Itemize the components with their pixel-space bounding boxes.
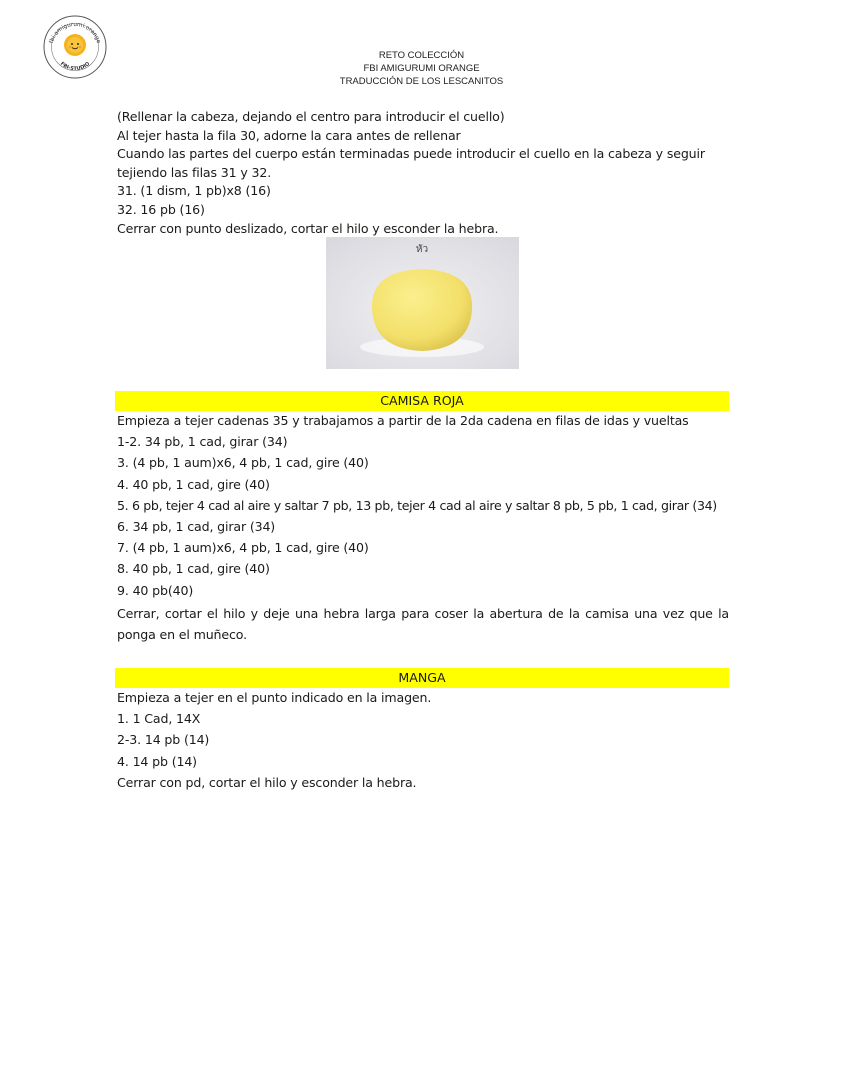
instruction-line: 4. 14 pb (14) bbox=[117, 753, 197, 769]
instruction-line: 4. 40 pb, 1 cad, gire (40) bbox=[117, 476, 270, 492]
manga-instructions bbox=[117, 689, 729, 792]
header-line-3: TRADUCCIÓN DE LOS LESCANITOS bbox=[339, 76, 504, 87]
closing-paragraph: Cerrar, cortar el hilo y deje una hebra larga para coser la abertura de la camisa una vez que la ponga en el muñeco. bbox=[117, 605, 729, 642]
instruction-line: Cerrar con punto deslizado, cortar el hilo y esconder la hebra. bbox=[117, 220, 499, 236]
header-line-1: RETO COLECCIÓN bbox=[378, 50, 465, 61]
instruction-line: 32. 16 pb (16) bbox=[117, 201, 205, 217]
instruction-line: 1-2. 34 pb, 1 cad, girar (34) bbox=[117, 434, 288, 450]
document-header bbox=[0, 49, 843, 88]
instruction-line: Cuando las partes del cuerpo están terminadas puede introducir el cuello en la cabeza y seguir bbox=[117, 146, 705, 162]
instruction-line: Al tejer hasta la fila 30, adorne la cara antes de rellenar bbox=[117, 127, 461, 143]
instruction-line: 2-3. 14 pb (14) bbox=[117, 732, 210, 748]
instruction-line: Cerrar con pd, cortar el hilo y esconder la hebra. bbox=[117, 774, 417, 790]
instruction-line: 6. 34 pb, 1 cad, girar (34) bbox=[117, 518, 276, 534]
header-line-2: FBI AMIGURUMI ORANGE bbox=[363, 63, 480, 74]
instruction-line: 7. (4 pb, 1 aum)x6, 4 pb, 1 cad, gire (40) bbox=[117, 540, 369, 556]
instruction-line: 3. (4 pb, 1 aum)x6, 4 pb, 1 cad, gire (40) bbox=[117, 455, 369, 471]
section-title-manga: MANGA bbox=[115, 668, 729, 688]
photo-caption: หัว bbox=[415, 244, 429, 255]
section-title-camisa: CAMISA ROJA bbox=[115, 391, 729, 411]
logo-ring-text-top: fbi.amigurumi.orange bbox=[48, 21, 102, 45]
head-instructions bbox=[117, 108, 729, 238]
instruction-line: 1. 1 Cad, 14X bbox=[117, 711, 201, 727]
instruction-line: 5. 6 pb, tejer 4 cad al aire y saltar 7 pb, 13 pb, tejer 4 cad al aire y saltar 8 pb, 5 pb, 1 cad, girar (34) bbox=[117, 497, 717, 513]
head-photo bbox=[326, 237, 519, 369]
logo-ring-text-bottom: FBI-STUDIO bbox=[58, 60, 92, 73]
instruction-line: tejiendo las filas 31 y 32. bbox=[117, 164, 272, 180]
instruction-line: (Rellenar la cabeza, dejando el centro para introducir el cuello) bbox=[117, 109, 505, 124]
instruction-line: 8. 40 pb, 1 cad, gire (40) bbox=[117, 561, 270, 577]
instruction-line: Empieza a tejer cadenas 35 y trabajamos a partir de la 2da cadena en filas de idas y vueltas bbox=[117, 413, 689, 428]
instruction-line: Empieza a tejer en el punto indicado en la imagen. bbox=[117, 690, 432, 705]
camisa-instructions bbox=[117, 412, 729, 645]
instruction-line: 9. 40 pb(40) bbox=[117, 582, 194, 598]
instruction-line: 31. (1 dism, 1 pb)x8 (16) bbox=[117, 183, 271, 199]
